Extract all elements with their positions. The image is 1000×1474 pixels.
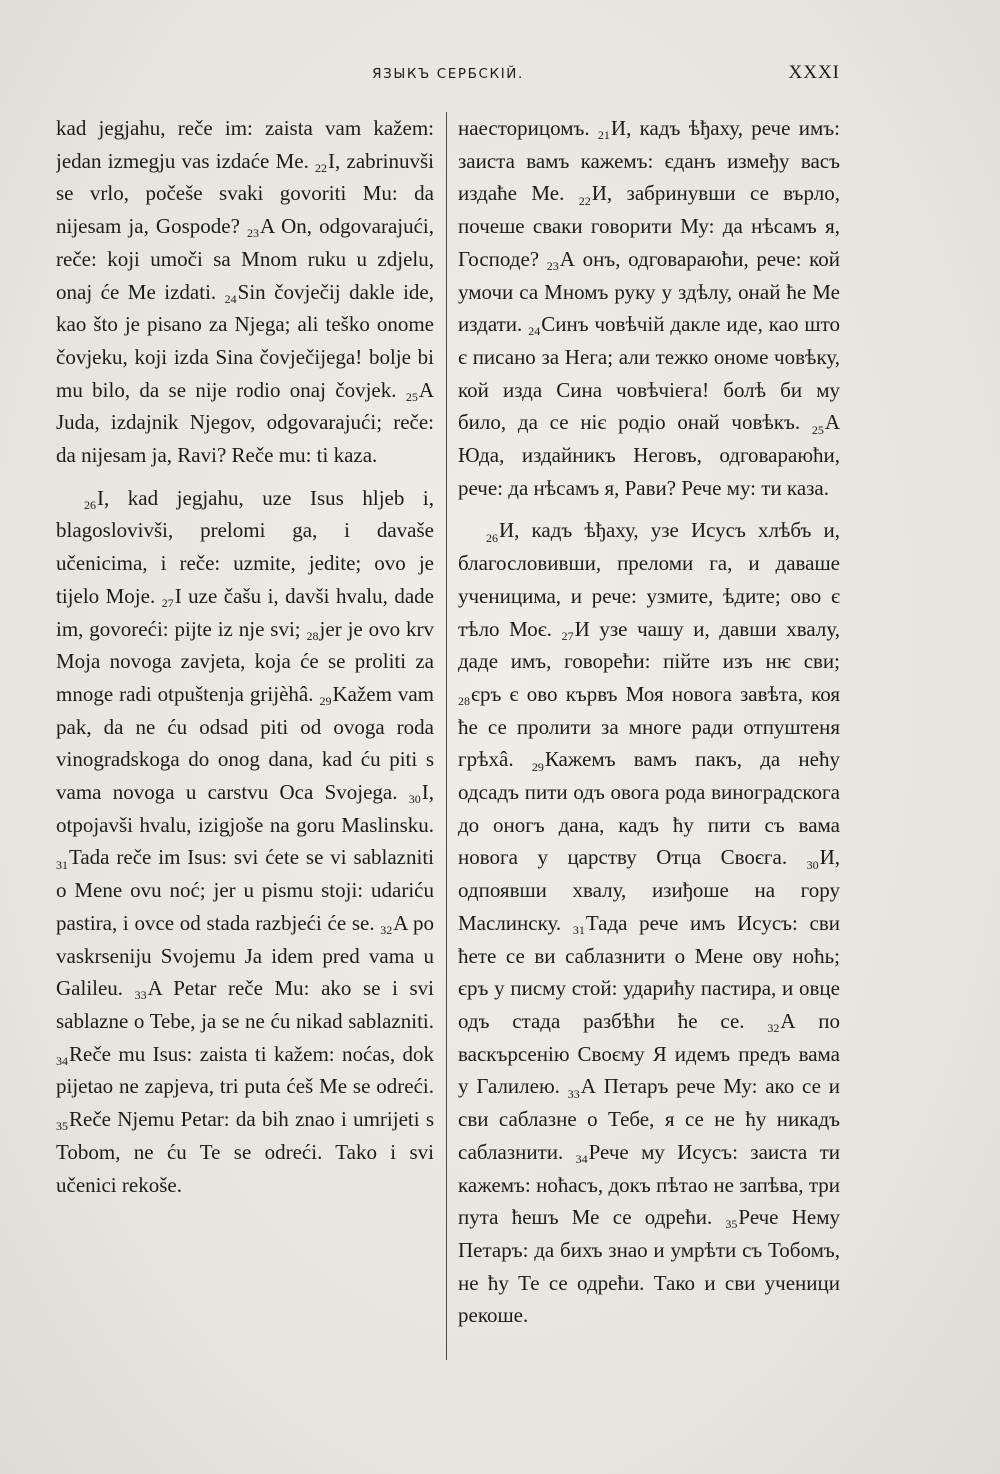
verse-text: А онъ, одговараюћи, рече: кой умочи са Мномъ руку у здѣлу, онай ће Ме издати.: [458, 246, 840, 337]
verse-text: Kažem vam pak, da ne ću odsad piti od ovoga roda vinogradskoga do onog dana, kad ću piti s vama novoga u carstvu Oca Svojega.: [56, 681, 434, 805]
verse-number: 24: [224, 291, 237, 306]
verse-number: 27: [561, 628, 574, 643]
verse-text: I uze čašu i, davši hvalu, dade im, govoreći: pijte iz nje svi;: [56, 583, 434, 641]
verse-number: 32: [380, 923, 393, 938]
verse-text: наесторицомъ.: [458, 116, 598, 140]
verse-text: A Juda, izdajnik Njegov, odgovarajući; reče: da nijesam ja, Ravi? Reče mu: ti kaza.: [56, 377, 434, 468]
verse-number: 33: [134, 988, 147, 1003]
verse-number: 28: [306, 628, 319, 643]
verse-number: 29: [319, 694, 332, 709]
verse-number: 33: [567, 1086, 580, 1101]
verse-text: I, otpojavši hvalu, izigjoše na goru Maslinsku.: [56, 780, 434, 837]
verse-text: А по васкърсенію Своєму Я идемъ предъ вама у Галилею.: [458, 1008, 840, 1099]
verse-text: Кажемъ вамъ пакъ, да нећу одсадъ пити одъ овога рода виноградскога до оногъ дана, кадъ ћу пити съ вама новога у царству Отца Своєга.: [458, 747, 840, 870]
verse-number: 31: [572, 923, 585, 938]
verse-text: Синъ човѣчій дакле иде, као што є писано за Нега; али тежко ономе човѣку, кой изда Сина човѣчіега! болѣ би му било, да се ніє родіо онай човѣкъ.: [458, 312, 840, 435]
verse-text: I, kad jegjahu, uze Isus hljeb i, blagoslovivši, prelomi ga, i davaše učenicima, i reče: uzmite, jedite; ovo je tijelo Moje.: [56, 485, 434, 608]
verse-number: 28: [458, 694, 470, 709]
verse-number: 25: [405, 389, 418, 404]
verse-number: 35: [56, 1119, 68, 1134]
cyrillic-text-column: [458, 112, 840, 1362]
verse-number: 25: [811, 422, 824, 437]
verse-text: И, забринувши се върло, почеше сваки говорити Му: да нѣсамъ я, Господе?: [458, 181, 840, 271]
verse-text: Reče Njemu Petar: da bih znao i umrijeti s Tobom, ne ću Te se odreći. Tako i svi učenici rekoše.: [56, 1107, 434, 1197]
verse-number: 30: [806, 857, 819, 872]
verse-number: 35: [725, 1217, 738, 1232]
verse-text: Тада рече имъ Исусъ: сви ћете се ви саблазнити о Мене ову ноћь; єръ у писму стой: ударићу пастира, и овце одъ стада разбѣћи ће се.: [458, 910, 840, 1033]
latin-text-column: [56, 112, 434, 1362]
verse-number: 34: [56, 1053, 68, 1068]
verse-text: И, одпоявши хвалу, изиђоше на гору Маслинску.: [458, 845, 840, 935]
page-number: XXXI: [788, 62, 840, 83]
verse-text: А Юда, издайникъ Неговъ, одговараюћи, рече: да нѣсамъ я, Рави? Рече му: ти каза.: [458, 410, 840, 500]
verse-text: I, zabrinuvši se vrlo, počeše svaki govoriti Mu: da nijesam ja, Gospode?: [56, 148, 434, 239]
verse-number: 22: [578, 193, 591, 208]
verse-text: Рече му Исусъ: заиста ти кажемъ: ноћасъ, докъ пѣтао не запѣва, три пута ћешъ Ме се одрећи.: [458, 1139, 840, 1230]
verse-number: 22: [315, 160, 328, 175]
verse-text: Рече Нему Петаръ: да бихъ знао и умрѣти съ Тобомъ, не ћу Те се одрећи. Тако и сви ученици рекоше.: [458, 1205, 840, 1328]
verse-number: 31: [56, 857, 68, 872]
verse-number: 24: [528, 324, 541, 339]
verse-text: єръ є ово кървъ Моя новога завѣта, коя ће се пролити за многе ради отпуштеня грѣхâ.: [458, 681, 840, 772]
running-head: [56, 62, 840, 88]
verse-text: Sin čovječij dakle ide, kao što je pisano za Njega; ali teško onome čovjeku, koji izda Sina čovječijega! bolje bi mu bilo, da se nije rodio onaj čovjek.: [56, 279, 434, 402]
running-title: ЯЗЫКЪ СЕРБСКІЙ.: [372, 66, 524, 82]
column-divider: [446, 112, 447, 1360]
verse-text: А Петаръ рече Му: ако се и сви саблазне о Тебе, я се не ћу никадъ саблазнити.: [458, 1074, 840, 1164]
verse-number: 29: [531, 759, 544, 774]
paragraph: [458, 112, 840, 504]
verse-text: kad jegjahu, reče im: zaista vam kažem: jedan izmegju vas izdaće Me.: [56, 116, 434, 173]
verse-number: 34: [575, 1151, 588, 1166]
paragraph: [458, 514, 840, 1332]
verse-text: A Petar reče Mu: ako se i svi sablazne o Tebe, ja se ne ću nikad sablazniti.: [56, 976, 434, 1033]
verse-number: 23: [247, 226, 260, 241]
verse-text: jer je ovo krv Moja novoga zavjeta, koja će se proliti za mnoge radi otpuštenja grijèhâ.: [56, 616, 434, 706]
verse-text: A po vaskrseniju Svojemu Ja idem pred vama u Galileu.: [56, 910, 434, 1001]
paragraph: [56, 112, 434, 472]
verse-text: И узе чашу и, давши хвалу, даде имъ, говорећи: пійте изъ нѥ сви;: [458, 616, 840, 674]
paragraph: [56, 482, 434, 1201]
verse-text: Reče mu Isus: zaista ti kažem: noćas, dok pijetao ne zapjeva, tri puta ćeš Me se odreći.: [56, 1041, 434, 1099]
verse-number: 23: [546, 259, 559, 273]
verse-number: 26: [84, 497, 96, 512]
verse-number: 32: [767, 1021, 780, 1036]
verse-number: 30: [408, 792, 421, 807]
verse-text: И, кадъ ѣђаху, рече имъ: заиста вамъ кажемъ: єданъ између васъ издаће Ме.: [458, 116, 840, 206]
verse-text: Tada reče im Isus: svi ćete se vi sablazniti o Mene ovu noć; jer u pismu stoji: udariću pastira, i ovce od stada razbjeći će se.: [56, 845, 434, 935]
verse-text: И, кадъ ѣђаху, узе Исусъ хлѣбъ и, благословивши, преломи га, и даваше ученицима, и рече: узмите, ѣдите; ово є тѣло Моє.: [458, 518, 840, 641]
verse-text: A On, odgovarajući, reče: koji umoči sa Mnom ruku u zdjelu, onaj će Me izdati.: [56, 214, 434, 304]
verse-number: 26: [486, 530, 498, 545]
verse-number: 27: [161, 596, 174, 611]
verse-number: 21: [597, 128, 610, 143]
